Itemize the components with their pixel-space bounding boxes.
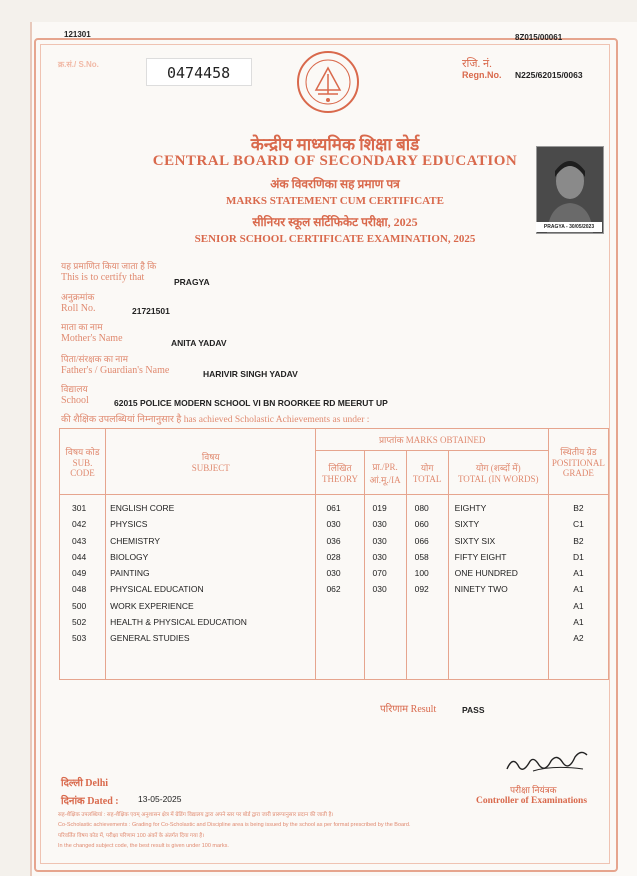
table-cell-grade: A1 [573,617,584,628]
serial-label: क्र.सं./ S.No. [58,60,99,69]
signature-icon [503,745,593,777]
header-sub-code: विषय कोड SUB. CODE [60,429,106,495]
table-cell-grade: A1 [573,600,584,611]
table-cell-total: 100 [414,568,429,579]
table-cell-words: FIFTY EIGHT [454,551,507,562]
table-cell-words: SIXTY SIX [454,535,496,546]
code-column [60,495,106,680]
top-left-code: 121301 [64,30,91,39]
school-name: 62015 POLICE MODERN SCHOOL VI BN ROORKEE RD MEERUT UP [114,398,388,408]
table-cell-grade: B2 [573,503,584,513]
header-subject: विषय SUBJECT [106,429,316,495]
father-label: Father's / Guardian's Name [61,365,170,376]
school-label: School [61,395,89,406]
result-value: PASS [462,705,485,715]
table-cell-theory: 030 [326,519,341,530]
regn-number: N225/62015/0063 [515,70,583,80]
grade-column [548,495,608,680]
result-label: परिणाम Result [380,704,437,715]
student-name: PRAGYA [174,277,210,287]
table-cell-theory: 030 [326,568,341,579]
table-cell-code: 042 [72,519,87,530]
controller-label-hindi: परीक्षा नियंत्रक [510,785,557,795]
issue-date: 13-05-2025 [138,794,182,804]
regn-label-hindi: रजि. नं. [462,58,492,70]
board-title-hindi: केन्द्रीय माध्यमिक शिक्षा बोर्ड [250,135,420,154]
table-cell-words: SIXTY [454,519,480,530]
table-cell-grade: A1 [573,584,584,595]
theory-column [316,495,364,680]
note-hindi-1: सह-शैक्षिक उपलब्धियां : सह-शैक्षिक एवम् अनुशासन क्षेत्र में ग्रेडिंग विद्यालय द्वारा अपने स्तर पर बोर्ड द्वारा जारी प्रारूपानुसार प्रदान की जाती है। [58,812,334,818]
board-title: CENTRAL BOARD OF SECONDARY EDUCATION [152,153,518,169]
table-cell-practical: 030 [372,535,387,546]
exam-title: SENIOR SCHOOL CERTIFICATE EXAMINATION, 2025 [194,233,476,245]
table-cell-total: 080 [414,503,429,513]
table-cell-total: 092 [414,584,429,595]
header-theory: लिखित THEORY [316,451,364,495]
father-label-hindi: पिता/संरक्षक का नाम [61,354,128,364]
words-column [448,495,548,680]
achievement-statement: की शैक्षिक उपलब्धियां निम्नानुसार है has achieved Scholastic Achievements as under : [61,415,370,425]
table-cell-code: 049 [72,568,87,579]
table-cell-grade: D1 [572,551,584,562]
table-cell-subject: PHYSICS [110,519,148,530]
header-positional-grade: स्थितीय ग्रेड POSITIONAL GRADE [548,429,608,495]
roll-label-hindi: अनुक्रमांक [61,292,95,302]
certify-label-hindi: यह प्रमाणित किया जाता है कि [61,261,157,271]
document-title-hindi: अंक विवरणिका सह प्रमाण पत्र [270,177,400,191]
header-total: योग TOTAL [406,451,448,495]
table-cell-grade: C1 [572,519,584,530]
header-practical: प्रा./PR. आं.मू./IA [364,451,406,495]
table-cell-total: 066 [414,535,429,546]
table-cell-code: 044 [72,551,87,562]
table-cell-practical: 030 [372,584,387,595]
table-cell-total: 058 [414,551,429,562]
table-cell-theory: 028 [326,551,341,562]
subject-column [106,495,316,680]
table-cell-code: 043 [72,535,87,546]
table-cell-grade: A2 [573,633,584,644]
header-total-words: योग (शब्दों में) TOTAL (IN WORDS) [448,451,548,495]
note-english-1: Co-Scholastic achievements : Grading for Co-Scholastic and Discipline area is being issued by the school as per format prescribed by the Board. [58,822,411,828]
table-cell-grade: A1 [573,568,584,579]
table-cell-subject: PHYSICAL EDUCATION [110,584,204,595]
table-cell-subject: BIOLOGY [110,551,149,562]
school-label-hindi: विद्यालय [61,384,88,394]
student-photo [536,146,604,234]
table-cell-grade: B2 [573,535,584,546]
student-portrait-icon [537,147,603,233]
table-cell-code: 502 [72,617,87,628]
roll-number: 21721501 [132,306,170,316]
note-hindi-2: परिवर्तित विषय कोड में, परीक्षा परिणाम 100 अंकों के अंतर्गत दिया गया है। [58,833,205,839]
table-cell-total: 060 [414,519,429,530]
total-column [406,495,448,680]
table-cell-subject: WORK EXPERIENCE [110,600,194,611]
table-cell-theory: 036 [326,535,341,546]
place-label: दिल्ली Delhi [61,778,109,789]
cbse-seal-icon [296,50,360,114]
table-cell-practical: 030 [372,551,387,562]
regn-label: Regn.No. [462,70,502,80]
marks-table [59,428,609,680]
table-cell-subject: PAINTING [110,568,150,579]
table-cell-words: ONE HUNDRED [454,568,518,579]
mother-label: Mother's Name [61,333,123,344]
photo-caption: PRAGYA - 30/05/2023 [536,222,602,232]
table-cell-subject: GENERAL STUDIES [110,633,190,644]
table-cell-code: 500 [72,600,87,611]
table-cell-practical: 030 [372,519,387,530]
document-title: MARKS STATEMENT CUM CERTIFICATE [226,195,444,207]
table-cell-subject: ENGLISH CORE [110,503,175,513]
table-cell-theory: 062 [326,584,341,595]
mother-name: ANITA YADAV [171,338,227,348]
roll-label: Roll No. [61,303,96,314]
table-cell-subject: HEALTH & PHYSICAL EDUCATION [110,617,247,628]
mother-label-hindi: माता का नाम [61,322,103,332]
table-cell-theory: 061 [326,503,341,513]
top-right-code: 8Z015/00061 [515,33,563,42]
table-cell-words: NINETY TWO [454,584,508,595]
table-cell-code: 301 [72,503,87,513]
table-cell-subject: CHEMISTRY [110,535,160,546]
father-name: HARIVIR SINGH YADAV [203,369,298,379]
table-cell-words: EIGHTY [454,503,487,513]
serial-number: 0474458 [146,58,252,86]
table-cell-code: 048 [72,584,87,595]
table-cell-practical: 070 [372,568,387,579]
table-cell-practical: 019 [372,503,387,513]
controller-label: Controller of Examinations [476,796,588,806]
exam-title-hindi: सीनियर स्कूल सर्टिफिकेट परीक्षा, 2025 [252,215,418,229]
practical-column [364,495,406,680]
header-marks-obtained: प्राप्तांक MARKS OBTAINED [316,429,548,451]
dated-label: दिनांक Dated : [61,796,119,807]
table-cell-code: 503 [72,633,87,644]
certify-label: This is to certify that [61,272,145,283]
note-english-2: In the changed subject code, the best result is given under 100 marks. [58,843,229,849]
